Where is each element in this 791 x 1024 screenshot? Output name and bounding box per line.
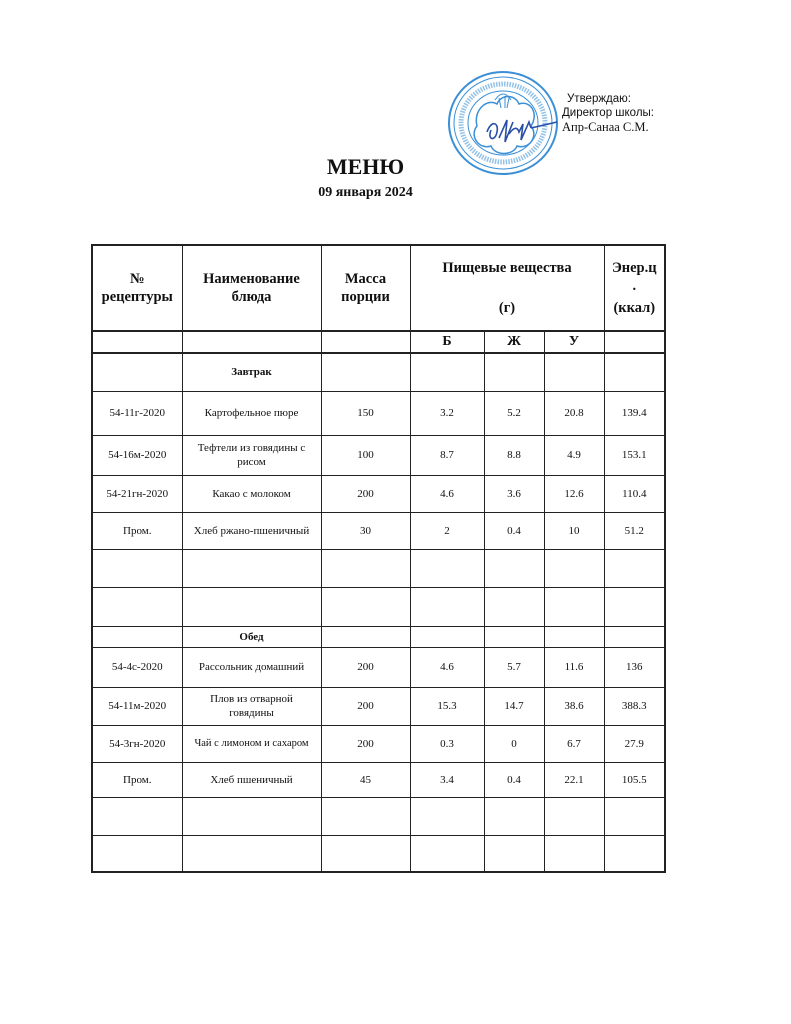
cell-dish: Какао с молоком [182,475,321,512]
approval-signatory: Апр-Санаа С.М. [562,120,649,134]
table-row [92,391,665,435]
cell-mass: 200 [321,647,410,687]
cell-fat: 14.7 [484,687,544,725]
cell-kcal: 105.5 [604,762,665,797]
cell-dish: Тефтели из говядины с рисом [182,435,321,475]
cell-carbs: 20.8 [544,391,604,435]
cell-carbs: 6.7 [544,725,604,762]
cell-protein: 15.3 [410,687,484,725]
header-dish-name: Наименование блюда [182,245,321,331]
cell-dish: Рассольник домашний [182,647,321,687]
cell-recipe: 54-4с-2020 [92,647,182,687]
cell-dish: Хлеб пшеничный [182,762,321,797]
section-label: Завтрак [182,353,321,391]
cell-dish: Плов из отварной говядины [182,687,321,725]
cell-fat: 8.8 [484,435,544,475]
cell-fat: 0.4 [484,762,544,797]
header-recipe-no: № рецептуры [92,245,182,331]
cell-recipe: Пром. [92,512,182,549]
cell-protein: 8.7 [410,435,484,475]
cell-mass: 200 [321,725,410,762]
subheader-empty [182,331,321,353]
cell-mass: 45 [321,762,410,797]
header-energy-unit: (ккал) [613,300,656,316]
subheader-empty [92,331,182,353]
approval-position: Директор школы: [562,107,654,119]
table-row [92,725,665,762]
cell-carbs: 22.1 [544,762,604,797]
table-row-empty [92,587,665,626]
cell-carbs: 38.6 [544,687,604,725]
table-header-row [92,245,665,331]
cell-dish: Картофельное пюре [182,391,321,435]
table-row-empty [92,835,665,872]
cell-protein: 2 [410,512,484,549]
subheader-empty [604,331,665,353]
cell-protein: 3.2 [410,391,484,435]
table-subheader-row [92,331,665,353]
cell-kcal: 136 [604,647,665,687]
cell-dish: Хлеб ржано-пшеничный [182,512,321,549]
approval-block [562,92,654,134]
header-nutrients-label: Пищевые вещества [442,260,572,276]
cell-recipe: 54-11м-2020 [92,687,182,725]
header-nutrients [410,245,604,331]
header-energy-label: Энер.ц . [611,260,657,294]
cell-mass: 150 [321,391,410,435]
cell-kcal: 153.1 [604,435,665,475]
cell-kcal: 139.4 [604,391,665,435]
section-label: Обед [182,626,321,647]
cell-kcal: 110.4 [604,475,665,512]
menu-date: 09 января 2024 [318,185,413,200]
cell-carbs: 10 [544,512,604,549]
subheader-empty [321,331,410,353]
cell-fat: 5.2 [484,391,544,435]
table-row-empty [92,797,665,835]
cell-carbs: 12.6 [544,475,604,512]
cell-recipe: 54-11г-2020 [92,391,182,435]
cell-carbs: 4.9 [544,435,604,475]
header-portion-mass: Масса порции [321,245,410,331]
cell-fat: 5.7 [484,647,544,687]
cell-recipe: 54-3гн-2020 [92,725,182,762]
table-row [92,647,665,687]
cell-recipe: 54-21гн-2020 [92,475,182,512]
header-fat: Ж [484,331,544,353]
cell-mass: 100 [321,435,410,475]
cell-mass: 30 [321,512,410,549]
cell-carbs: 11.6 [544,647,604,687]
cell-protein: 0.3 [410,725,484,762]
table-row-empty [92,549,665,587]
section-row-breakfast [92,353,665,391]
cell-dish: Чай с лимоном и сахаром [182,725,321,762]
cell-recipe: Пром. [92,762,182,797]
table-row [92,512,665,549]
table-row [92,687,665,725]
cell-protein: 4.6 [410,647,484,687]
page-title: МЕНЮ [326,154,405,179]
table-row [92,435,665,475]
menu-table [91,244,666,873]
header-carbs: У [544,331,604,353]
cell-kcal: 388.3 [604,687,665,725]
cell-fat: 0.4 [484,512,544,549]
cell-fat: 3.6 [484,475,544,512]
cell-protein: 3.4 [410,762,484,797]
approval-heading: Утверждаю: [567,93,631,105]
cell-mass: 200 [321,475,410,512]
cell-kcal: 27.9 [604,725,665,762]
section-row-lunch [92,626,665,647]
cell-mass: 200 [321,687,410,725]
cell-recipe: 54-16м-2020 [92,435,182,475]
cell-protein: 4.6 [410,475,484,512]
cell-kcal: 51.2 [604,512,665,549]
cell-fat: 0 [484,725,544,762]
table-row [92,475,665,512]
header-energy [604,245,665,331]
header-protein: Б [410,331,484,353]
header-nutrients-unit: (г) [498,300,516,316]
table-row [92,762,665,797]
